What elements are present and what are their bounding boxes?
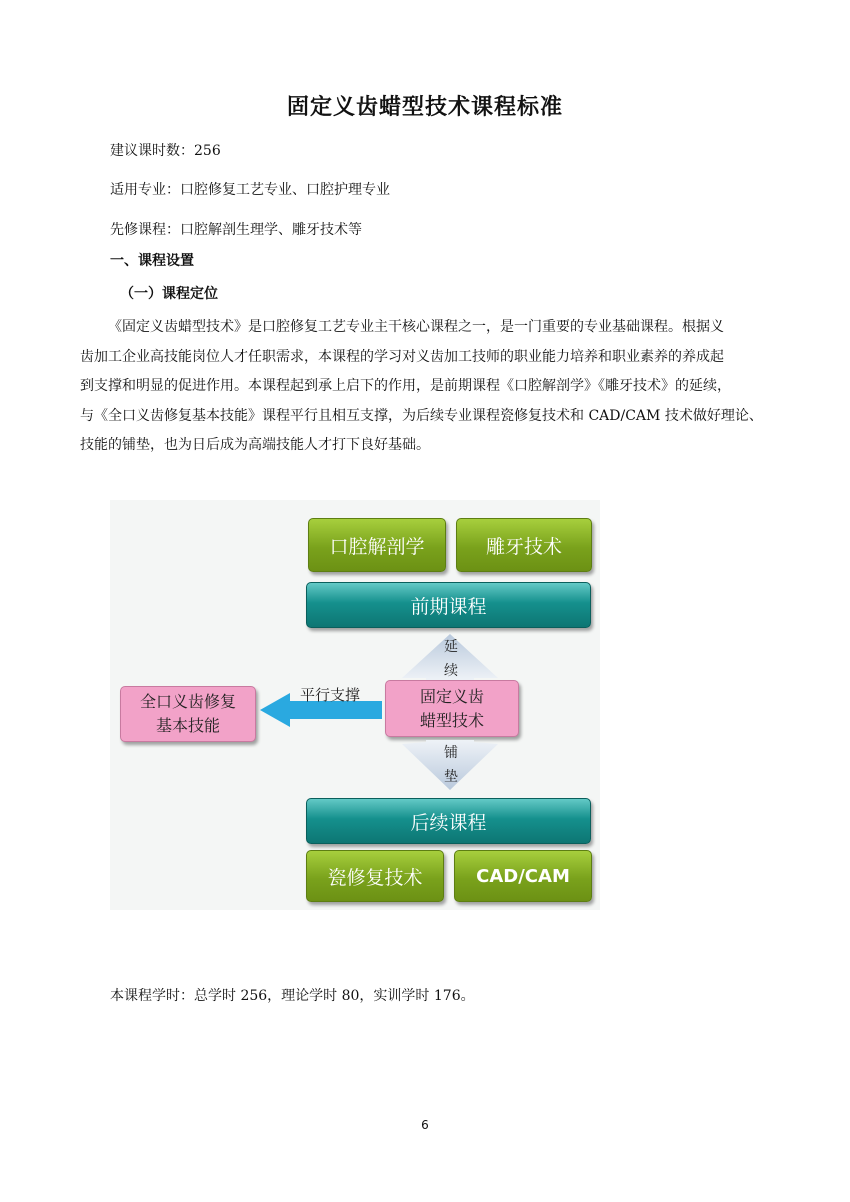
section-heading: 一、课程设置 (110, 253, 194, 269)
extend-label-2: 续 (444, 663, 458, 679)
prior-courses-bar: 前期课程 (306, 582, 591, 628)
extend-label-1: 延 (444, 639, 458, 655)
complete-denture-line2: 基本技能 (155, 716, 220, 735)
foundation-label-2: 垫 (444, 769, 458, 785)
center-course-line1: 固定义齿 (419, 686, 484, 706)
suggested-hours: 建议课时数：256 (110, 143, 221, 159)
foundation-label-1: 铺 (444, 745, 458, 761)
positioning-paragraph (80, 313, 770, 461)
later-courses-bar: 后续课程 (306, 798, 591, 844)
course-relationship-diagram (110, 500, 600, 910)
course-hours-summary: 本课程学时：总学时 256，理论学时 80，实训学时 176。 (110, 988, 475, 1004)
subsection-heading: （一）课程定位 (120, 286, 218, 302)
prerequisite-courses: 先修课程：口腔解剖生理学、雕牙技术等 (110, 222, 362, 238)
page-number: 6 (421, 1118, 429, 1132)
paragraph-line: 齿加工企业高技能岗位人才任职需求，本课程的学习对义齿加工技师的职业能力培养和职业素养的养成起 (80, 348, 724, 365)
center-course-box (385, 680, 519, 737)
complete-denture-line1: 全口义齿修复 (139, 692, 236, 711)
parallel-support-label: 平行支撑 (300, 686, 361, 704)
course-box-tooth-carving: 雕牙技术 (456, 518, 592, 572)
paragraph-line: 与《全口义齿修复基本技能》课程平行且相互支撑，为后续专业课程瓷修复技术和 CAD/CAM 技术做好理论、 (80, 407, 763, 424)
paragraph-line: 技能的铺垫，也为日后成为高端技能人才打下良好基础。 (80, 437, 430, 453)
paragraph-line: 《固定义齿蜡型技术》是口腔修复工艺专业主干核心课程之一，是一门重要的专业基础课程。根据义 (108, 319, 724, 335)
paragraph-line: 到支撑和明显的促进作用。本课程起到承上启下的作用，是前期课程《口腔解剖学》《雕牙技术》的延续， (80, 378, 731, 394)
course-box-oral-anatomy: 口腔解剖学 (308, 518, 446, 572)
applicable-majors: 适用专业：口腔修复工艺专业、口腔护理专业 (110, 182, 390, 198)
document-title: 固定义齿蜡型技术课程标准 (286, 95, 563, 120)
course-box-cadcam: CAD/CAM (454, 850, 592, 902)
complete-denture-box (120, 686, 256, 742)
course-box-porcelain: 瓷修复技术 (306, 850, 444, 902)
center-course-line2: 蜡型技术 (419, 710, 484, 730)
